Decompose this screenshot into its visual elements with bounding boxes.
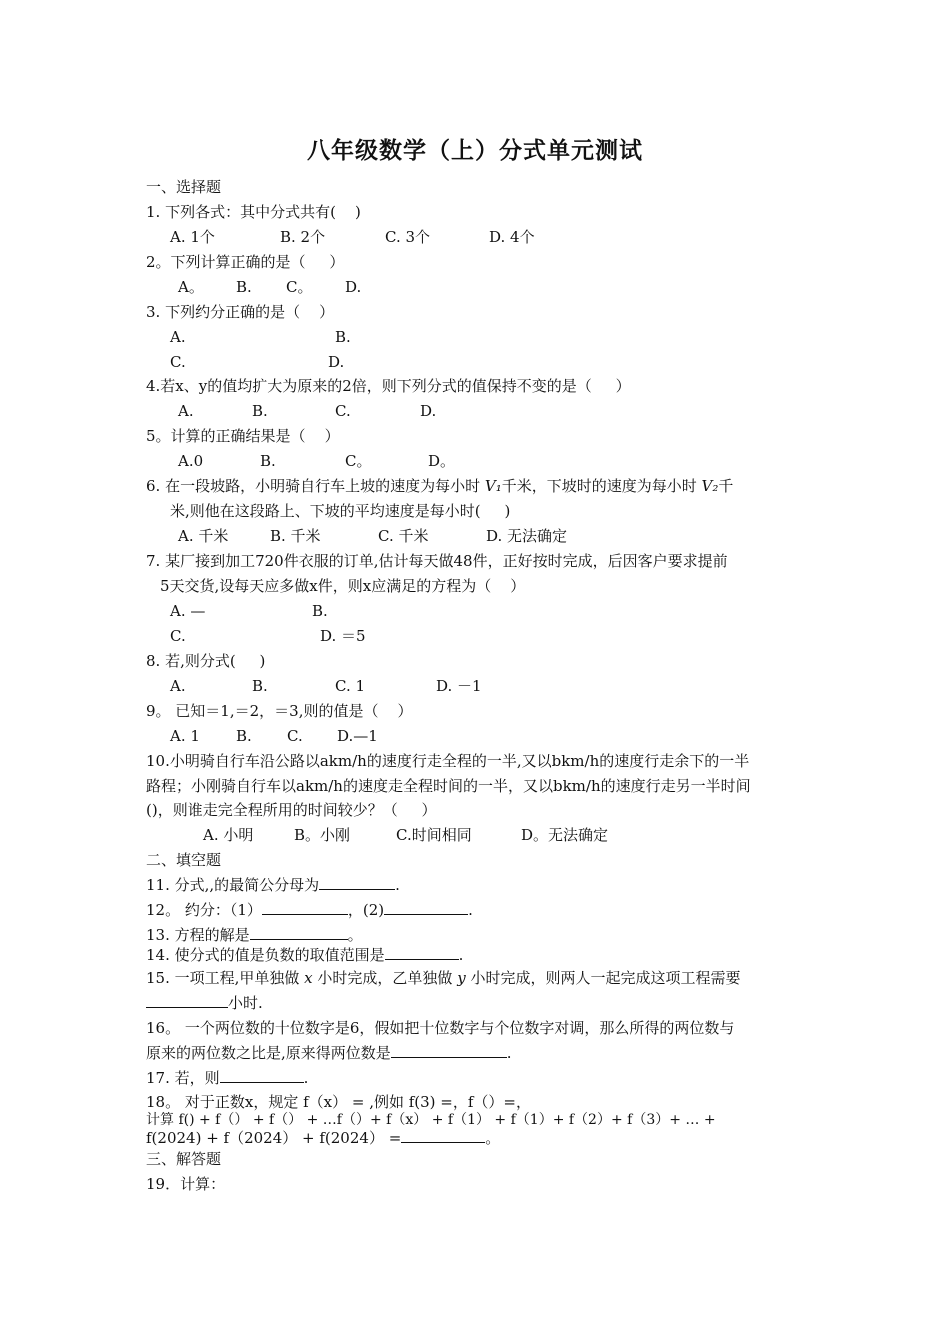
- question-2-option-c: C。: [286, 278, 313, 296]
- question-18-line-3: [146, 1129, 500, 1147]
- question-14-text: 14. 使分式的值是负数的取值范围是: [146, 946, 385, 964]
- question-6-line-1: [146, 477, 733, 495]
- question-2-option-b: B.: [236, 278, 252, 296]
- question-10-line-3: ()，则谁走完全程所用的时间较少？（ ）: [146, 801, 437, 819]
- question-10-option-b: B。小刚: [294, 826, 351, 844]
- question-11-text: 11. 分式,,的最简公分母为: [146, 876, 320, 894]
- question-1-option-b: B. 2个: [280, 228, 326, 246]
- question-17: [146, 1069, 308, 1087]
- section-heading-choice: 一、选择题: [146, 178, 222, 196]
- question-2-stem: 2。下列计算正确的是（ ）: [146, 253, 345, 271]
- question-18-line-2: 计算 f() + f（） + f（） + …f（）+ f（x） + f（1） + f（1）+ f（2）+ f（3）+ … +: [146, 1112, 716, 1128]
- question-6-text-b: 千米，下坡时的速度为每小时: [501, 477, 702, 495]
- question-4-option-b: B.: [252, 402, 268, 420]
- question-7-line-1: 7. 某厂接到加工720件衣服的订单,估计每天做48件，正好按时完成，后因客户要求提前: [146, 552, 728, 570]
- question-1-option-a: A. 1个: [170, 228, 215, 246]
- question-12-text: 12。 约分：（1）: [146, 901, 262, 919]
- question-16-line-1: 16。 一个两位数的十位数字是6，假如把十位数字与个位数字对调，那么所得的两位数与: [146, 1019, 735, 1037]
- question-15-line-2: [146, 994, 263, 1012]
- speed-v2: V₂: [701, 477, 719, 495]
- question-8-option-c: C. 1: [335, 677, 366, 695]
- question-6-text-a: 6. 在一段坡路，小明骑自行车上坡的速度为每小时: [146, 477, 485, 495]
- question-11: [146, 876, 400, 894]
- question-10-option-a: A. 小明: [203, 826, 254, 844]
- question-3-option-d: D.: [328, 353, 345, 371]
- question-6-text-c: 千: [718, 477, 734, 495]
- question-18-line-1: 18。 对于正数x，规定 f（x） = ,例如 f(3) =，f（）=，: [146, 1093, 531, 1111]
- question-6-option-c: C. 千米: [378, 527, 429, 545]
- answer-blank[interactable]: [401, 1129, 485, 1143]
- question-5-option-d: D。: [428, 452, 456, 470]
- question-15-text-a: 15. 一项工程,甲单独做: [146, 969, 305, 987]
- question-10-option-d: D。无法确定: [521, 826, 609, 844]
- question-12-end: .: [468, 901, 473, 919]
- question-9-option-c: C.: [287, 727, 303, 745]
- question-15-line-1: [146, 969, 740, 987]
- question-11-end: .: [395, 876, 400, 894]
- speed-v1: V₁: [484, 477, 502, 495]
- question-7-option-b: B.: [312, 602, 328, 620]
- question-4-stem: 4.若x、y的值均扩大为原来的2倍，则下列分式的值保持不变的是（ ）: [146, 377, 631, 395]
- question-13-end: 。: [347, 926, 363, 944]
- question-6-option-a: A. 千米: [178, 527, 229, 545]
- question-9-option-a: A. 1: [170, 727, 200, 745]
- question-1-stem: 1. 下列各式：其中分式共有( ): [146, 203, 361, 221]
- question-16-line-2: [146, 1044, 512, 1062]
- question-5-option-c: C。: [345, 452, 372, 470]
- question-10-line-1: 10.小明骑自行车沿公路以akm/h的速度行走全程的一半,又以bkm/h的速度行走余下的一半: [146, 752, 750, 770]
- question-15-end: 小时.: [228, 994, 263, 1012]
- question-17-end: .: [303, 1069, 309, 1087]
- question-4-option-d: D.: [420, 402, 437, 420]
- question-7-option-c: C.: [170, 627, 186, 645]
- question-3-option-c: C.: [170, 353, 186, 371]
- section-heading-fill: 二、填空题: [146, 851, 222, 869]
- question-6-option-d: D. 无法确定: [486, 527, 568, 545]
- question-15-text-c: 小时完成，则两人一起完成这项工程需要: [465, 969, 741, 987]
- question-8-option-a: A.: [170, 677, 186, 695]
- question-12-mid: ，(2): [347, 901, 385, 919]
- question-2-option-d: D.: [345, 278, 362, 296]
- question-18-end: 。: [485, 1129, 501, 1147]
- question-5-option-b: B.: [260, 452, 276, 470]
- question-17-text: 17. 若，则: [146, 1069, 220, 1087]
- question-13-text: 13. 方程的解是: [146, 926, 250, 944]
- question-7-option-d: D. ＝5: [320, 627, 366, 645]
- question-4-option-c: C.: [335, 402, 351, 420]
- question-16-text: 原来的两位数之比是,原来得两位数是: [146, 1044, 391, 1062]
- question-1-option-c: C. 3个: [385, 228, 431, 246]
- answer-blank[interactable]: [250, 926, 348, 940]
- question-9-option-d: D.—1: [337, 727, 378, 745]
- answer-blank[interactable]: [319, 876, 395, 890]
- question-12: [146, 901, 473, 919]
- question-14-end: .: [458, 946, 464, 964]
- question-16-end: .: [506, 1044, 512, 1062]
- answer-blank[interactable]: [220, 1069, 304, 1083]
- question-5-stem: 5。计算的正确结果是（ ）: [146, 427, 340, 445]
- question-3-option-a: A.: [170, 328, 186, 346]
- question-10-line-2: 路程；小刚骑自行车以akm/h的速度走全程时间的一半，又以bkm/h的速度行走另一半时间: [146, 777, 751, 795]
- question-8-stem: 8. 若,则分式( ): [146, 652, 266, 670]
- var-y: y: [457, 969, 466, 987]
- question-7-line-2: 5天交货,设每天应多做x件，则x应满足的方程为（ ）: [160, 577, 526, 595]
- question-6-line-2: 米,则他在这段路上、下坡的平均速度是每小时( ): [170, 502, 511, 520]
- question-13: [146, 926, 363, 944]
- answer-blank[interactable]: [391, 1044, 507, 1058]
- question-5-option-a: A.0: [178, 452, 204, 470]
- question-9-stem: 9。 已知＝1,＝2，＝3,则的值是（ ）: [146, 702, 413, 720]
- question-3-option-b: B.: [335, 328, 351, 346]
- question-10-option-c: C.时间相同: [396, 826, 472, 844]
- question-3-stem: 3. 下列约分正确的是（ ）: [146, 303, 335, 321]
- question-8-option-b: B.: [252, 677, 268, 695]
- question-18-text: f(2024) + f（2024） + f(2024） =: [146, 1129, 402, 1147]
- question-19: 19．计算：: [146, 1175, 226, 1193]
- question-6-option-b: B. 千米: [270, 527, 321, 545]
- question-2-option-a: A。: [178, 278, 204, 296]
- question-4-option-a: A.: [178, 402, 194, 420]
- answer-blank[interactable]: [146, 994, 228, 1008]
- question-9-option-b: B.: [236, 727, 252, 745]
- answer-blank[interactable]: [262, 901, 348, 915]
- answer-blank[interactable]: [385, 946, 459, 960]
- page-title: 八年级数学（上）分式单元测试: [307, 138, 643, 164]
- var-x: x: [304, 969, 313, 987]
- question-15-text-b: 小时完成，乙单独做: [312, 969, 458, 987]
- question-1-option-d: D. 4个: [489, 228, 535, 246]
- question-14: [146, 946, 463, 964]
- question-8-option-d: D. －1: [436, 677, 482, 695]
- section-heading-solve: 三、解答题: [146, 1150, 222, 1168]
- question-7-option-a: A. —: [170, 602, 206, 620]
- answer-blank[interactable]: [384, 901, 468, 915]
